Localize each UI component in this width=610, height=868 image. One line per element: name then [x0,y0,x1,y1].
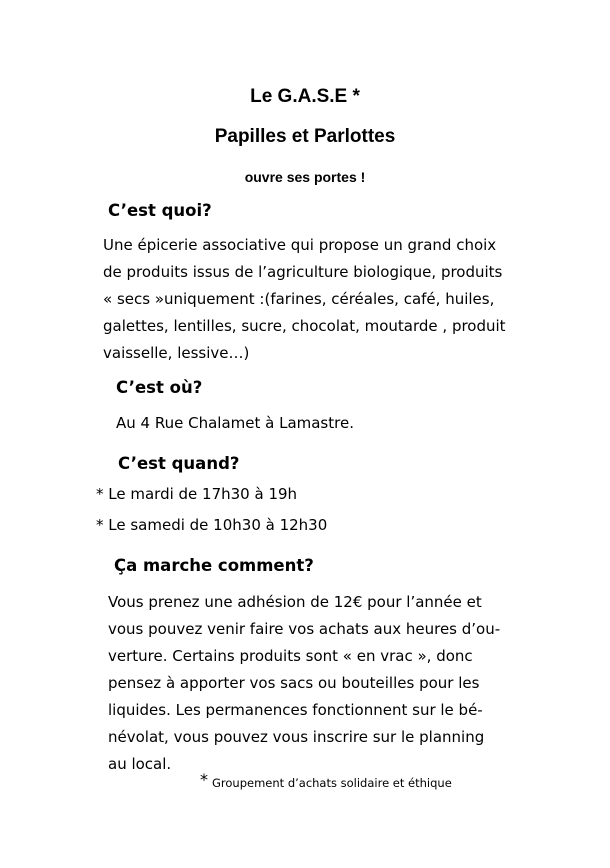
body-line: « secs »uniquement :(farines, céréales, café, huiles, [103,290,495,308]
body-line: pensez à apporter vos sacs ou bouteilles pour les [108,674,480,692]
footnote-text: Groupement d’achats solidaire et éthique [212,776,452,790]
section-heading-quand: C’est quand? [118,454,240,473]
footnote-marker: * [200,770,208,789]
section-body-quoi [103,232,506,367]
schedule-item-mardi: * Le mardi de 17h30 à 19h [96,485,298,503]
body-line: Vous prenez une adhésion de 12€ pour l’année et [108,593,482,611]
section-heading-comment: Ça marche comment? [114,556,314,575]
body-line: vous pouvez venir faire vos achats aux heures d’ou- [108,620,501,638]
body-line: galettes, lentilles, sucre, chocolat, moutarde , produit [103,317,506,335]
body-line: vaisselle, lessive…) [103,344,250,362]
section-heading-ou: C’est où? [116,378,203,397]
footnote [200,770,452,790]
body-line: Une épicerie associative qui propose un grand choix [103,236,497,254]
body-line: verture. Certains produits sont « en vrac », donc [108,647,473,665]
body-line: névolat, vous pouvez vous inscrire sur le planning [108,728,485,746]
body-line: au local. [108,755,172,773]
page-tagline: ouvre ses portes ! [244,169,366,185]
section-body-comment [108,589,500,778]
page-title: Le G.A.S.E * [250,86,360,107]
section-body-ou: Au 4 Rue Chalamet à Lamastre. [116,414,354,432]
page-subtitle-name: Papilles et Parlottes [214,126,396,147]
schedule-item-samedi: * Le samedi de 10h30 à 12h30 [96,516,328,534]
body-line: de produits issus de l’agriculture biologique, produits [103,263,503,281]
body-line: liquides. Les permanences fonctionnent sur le bé- [108,701,483,719]
section-heading-quoi: C’est quoi? [108,201,212,220]
